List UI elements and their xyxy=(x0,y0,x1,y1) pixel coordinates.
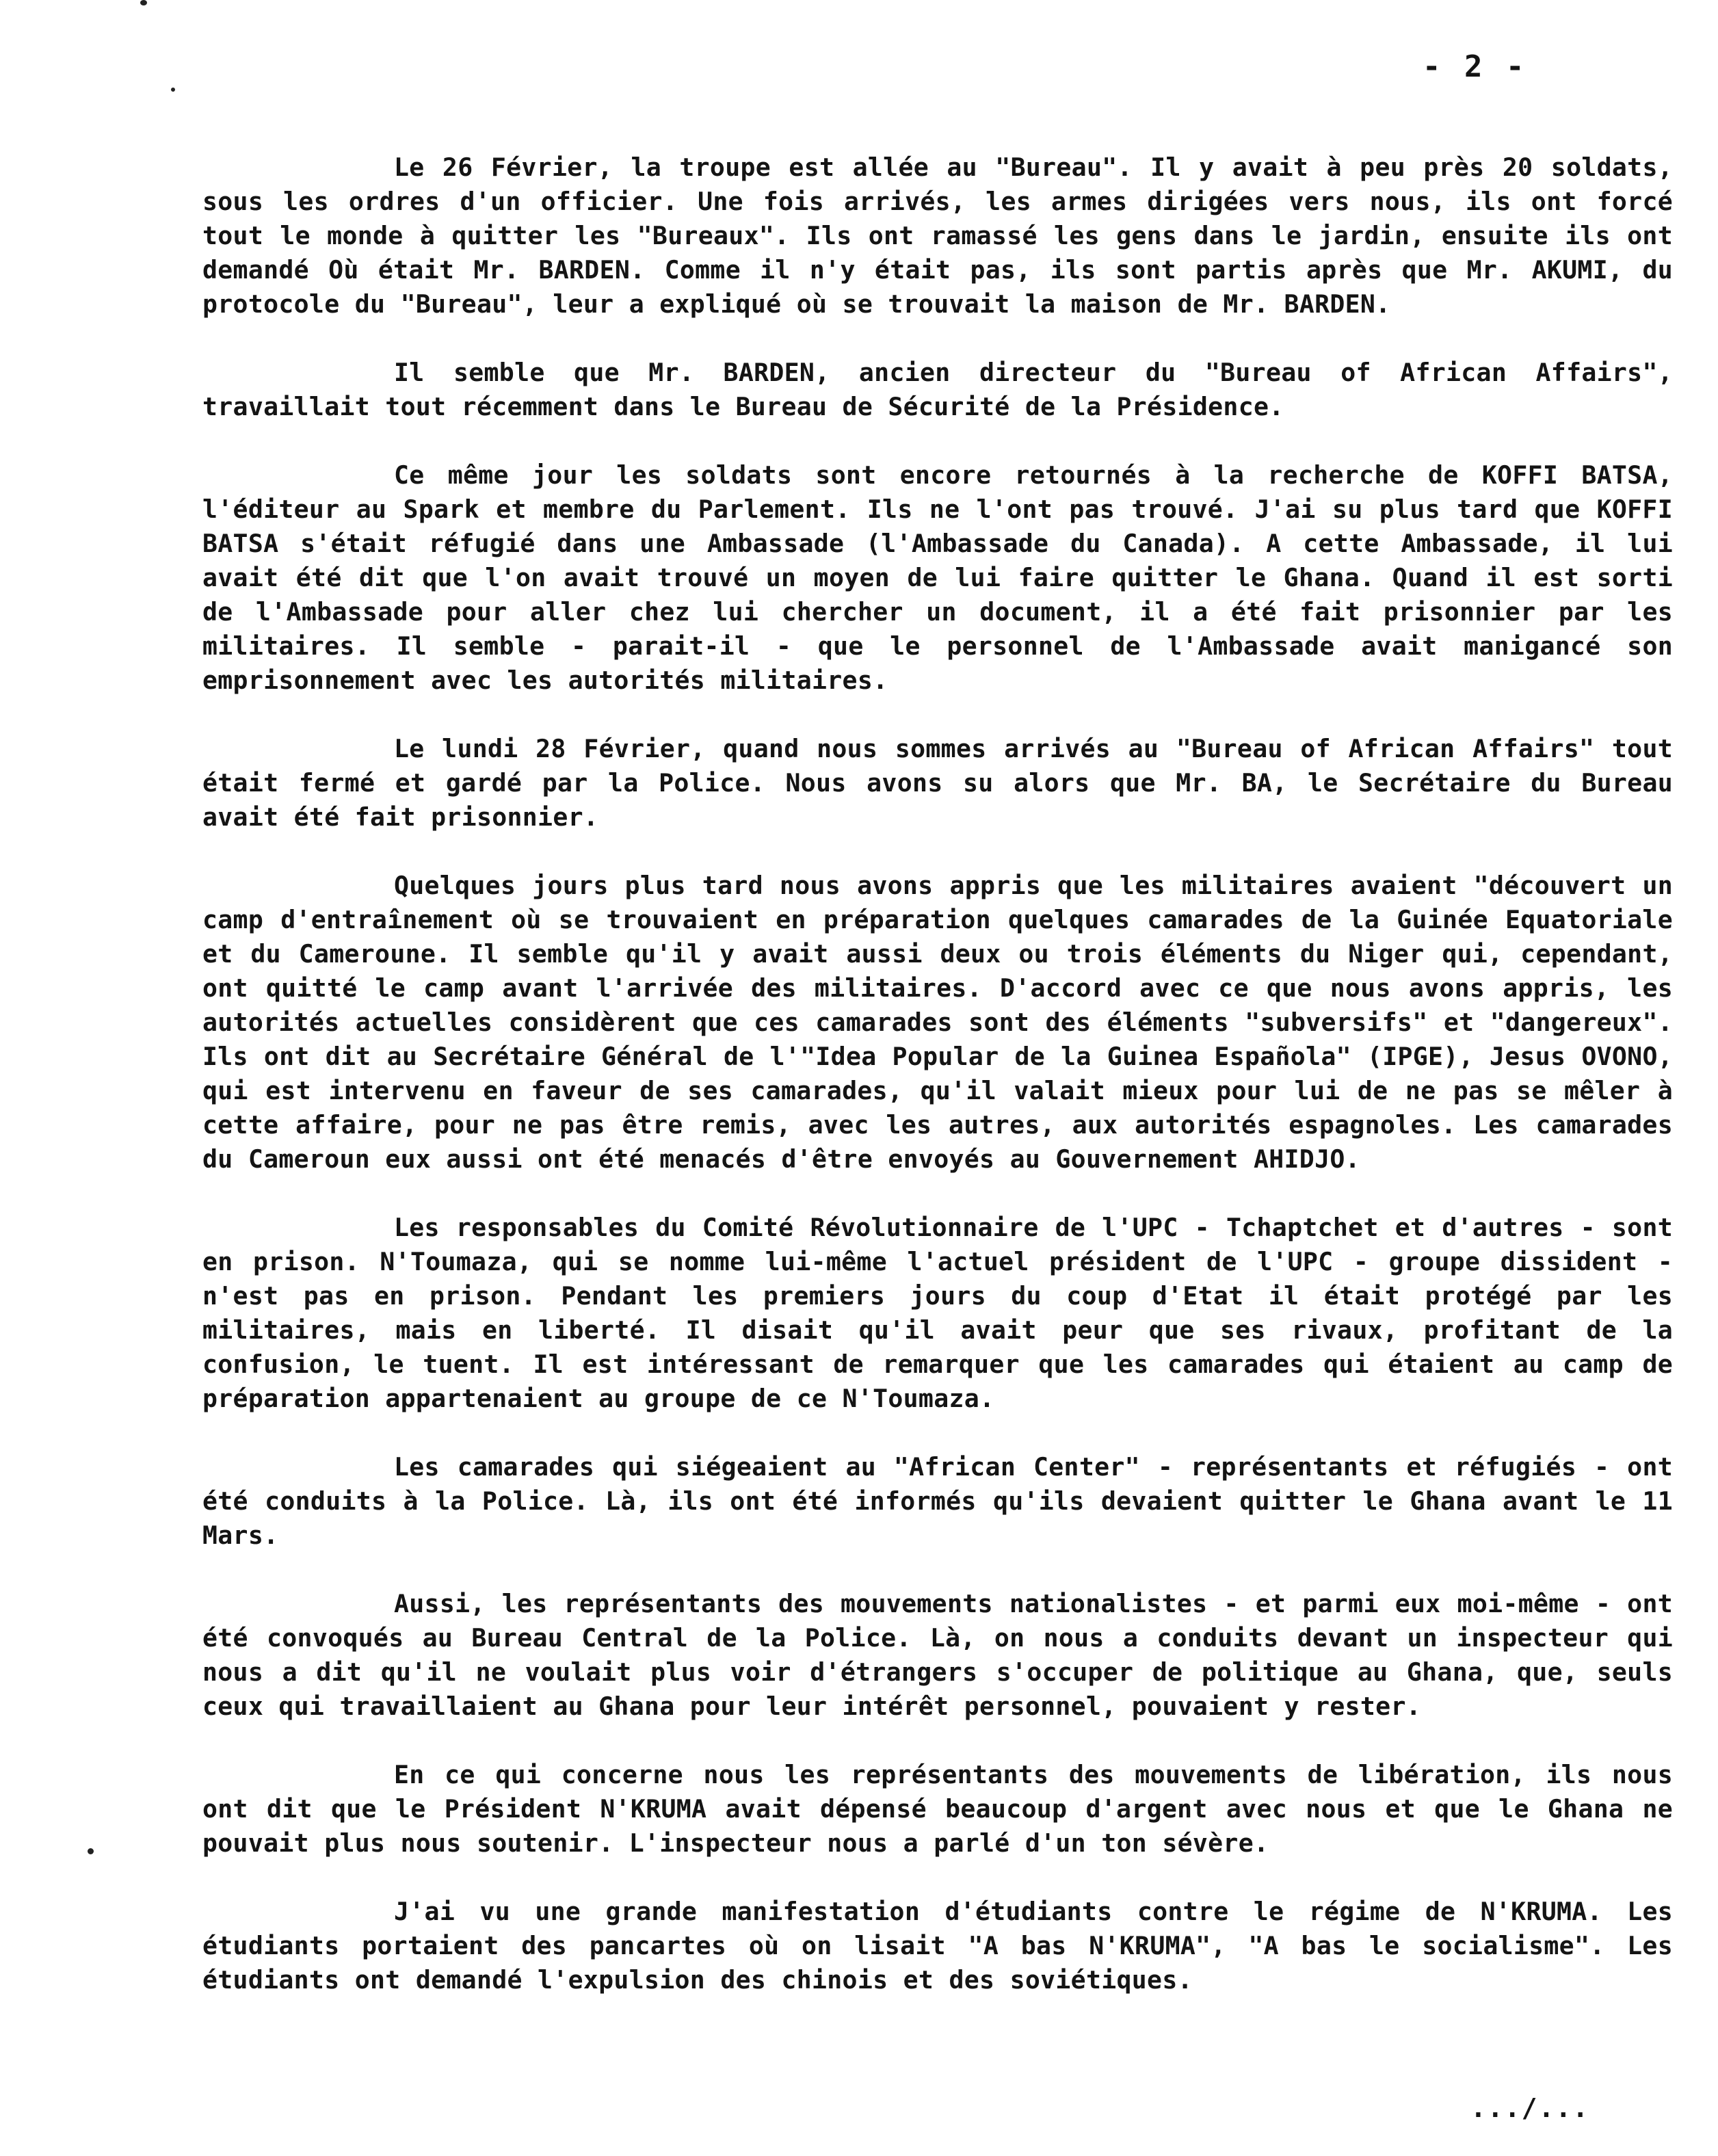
page-number: - 2 - xyxy=(1423,49,1527,84)
paragraph-8: Aussi, les représentants des mouvements nationalistes - et parmi eux moi-même - ont été convoqués au Bureau Central de la Police. Là, on nous a conduits devant un inspecteur qui nous a dit qu'il ne voulait plus voir d'étrangers s'occuper de politique au Ghana, que, seuls ceux qui travaillaient au Ghana pour leur intérêt personnel, pouvaient y rester. xyxy=(202,1589,1673,1721)
scan-speck xyxy=(88,1848,94,1854)
paragraph-6: Les responsables du Comité Révolutionnaire de l'UPC - Tchaptchet et d'autres - sont en prison. N'Toumaza, qui se nomme lui-même l'actuel président de l'UPC - groupe dissident - n'est pas en prison. Pendant les premiers jours du coup d'Etat il était protégé par les militaires, mais en liberté. Il disait qu'il avait peur que ses rivaux, profitant de la confusion, le tuent. Il est intéressant de remarquer que les camarades qui étaient au camp de préparation appartenaient au groupe de ce N'Toumaza. xyxy=(202,1213,1673,1413)
scan-speck xyxy=(140,0,147,5)
paragraph-3: Ce même jour les soldats sont encore retournés à la recherche de KOFFI BATSA, l'éditeur au Spark et membre du Parlement. Ils ne l'ont pas trouvé. J'ai su plus tard que KOFFI BATSA s'était réfugié dans une Ambassade (l'Ambassade du Canada). A cette Ambassade, il lui avait été dit que l'on avait trouvé un moyen de lui faire quitter le Ghana. Quand il est sorti de l'Ambassade pour aller chez lui chercher un document, il a été fait prisonnier par les militaires. Il semble - parait-il - que le personnel de l'Ambassade avait manigancé son emprisonnement avec les autorités militaires. xyxy=(202,460,1673,695)
paragraph-7: Les camarades qui siégeaient au "African Center" - représentants et réfugiés - ont été conduits à la Police. Là, ils ont été informés qu'ils devaient quitter le Ghana avant le 11 Mars. xyxy=(202,1452,1673,1550)
paragraph-5: Quelques jours plus tard nous avons appris que les militaires avaient "découvert un camp d'entraînement où se trouvaient en préparation quelques camarades de la Guinée Equatoriale et du Cameroune. Il semble qu'il y avait aussi deux ou trois éléments du Niger qui, cependant, ont quitté le camp avant l'arrivée des militaires. D'accord avec ce que nous avons appris, les autorités actuelles considèrent que ces camarades sont des éléments "subversifs" et "dangereux". Ils ont dit au Secrétaire Général de l'"Idea Popular de la Guinea Española" (IPGE), Jesus OVONO, qui est intervenu en faveur de ses camarades, qu'il valait mieux pour lui de ne pas se mêler à cette affaire, pour ne pas être remis, avec les autres, aux autorités espagnoles. Les camarades du Cameroun eux aussi ont été menacés d'être envoyés au Gouvernement AHIDJO. xyxy=(202,871,1673,1174)
continuation-mark: .../... xyxy=(1470,2093,1590,2123)
paragraph-4: Le lundi 28 Février, quand nous sommes arrivés au "Bureau of African Affairs" tout était fermé et gardé par la Police. Nous avons su alors que Mr. BA, le Secrétaire du Bureau avait été fait prisonnier. xyxy=(202,734,1673,832)
paragraph-9: En ce qui concerne nous les représentants des mouvements de libération, ils nous ont dit que le Président N'KRUMA avait dépensé beaucoup d'argent avec nous et que le Ghana ne pouvait plus nous soutenir. L'inspecteur nous a parlé d'un ton sévère. xyxy=(202,1760,1673,1858)
paragraph-10: J'ai vu une grande manifestation d'étudiants contre le régime de N'KRUMA. Les étudiants portaient des pancartes où on lisait "A bas N'KRUMA", "A bas le socialisme". Les étudiants ont demandé l'expulsion des chinois et des soviétiques. xyxy=(202,1897,1673,1995)
letter-body xyxy=(202,150,1673,2032)
paragraph-2: Il semble que Mr. BARDEN, ancien directeur du "Bureau of African Affairs", travaillait tout récemment dans le Bureau de Sécurité de la Présidence. xyxy=(202,358,1673,421)
scan-speck xyxy=(171,88,175,92)
paragraph-1: Le 26 Février, la troupe est allée au "Bureau". Il y avait à peu près 20 soldats, sous les ordres d'un officier. Une fois arrivés, les armes dirigées vers nous, ils ont forcé tout le monde à quitter les "Bureaux". Ils ont ramassé les gens dans le jardin, ensuite ils ont demandé Où était Mr. BARDEN. Comme il n'y était pas, ils sont partis après que Mr. AKUMI, du protocole du "Bureau", leur a expliqué où se trouvait la maison de Mr. BARDEN. xyxy=(202,153,1673,319)
